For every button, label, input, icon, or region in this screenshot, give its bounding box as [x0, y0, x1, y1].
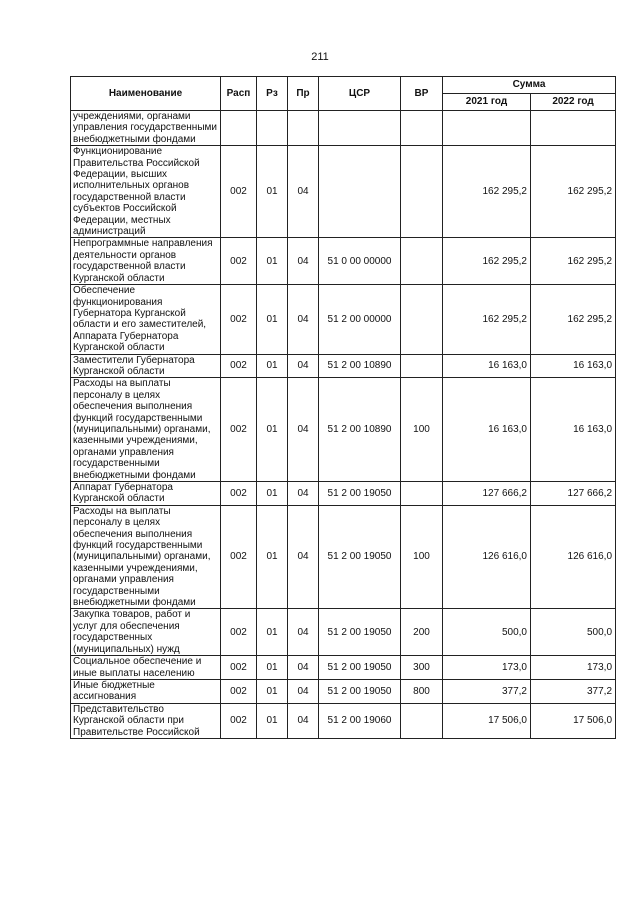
cell-pr: 04 — [288, 378, 319, 482]
cell-csr: 51 2 00 19050 — [319, 679, 401, 703]
cell-csr: 51 2 00 19050 — [319, 656, 401, 680]
cell-s2022: 162 295,2 — [531, 146, 616, 238]
header-vr: ВР — [401, 77, 443, 111]
cell-csr: 51 2 00 19050 — [319, 609, 401, 656]
cell-pr: 04 — [288, 505, 319, 609]
budget-table — [70, 76, 616, 739]
table-row — [71, 703, 616, 738]
cell-rz: 01 — [257, 656, 288, 680]
header-name: Наименование — [71, 77, 221, 111]
cell-vr: 200 — [401, 609, 443, 656]
cell-rasp: 002 — [221, 238, 257, 285]
cell-s2022: 162 295,2 — [531, 238, 616, 285]
cell-name: Функционирование Правительства Российской Федерации, высших исполнительных органов государственной власти субъектов Российской Федерации, местных администраций — [71, 146, 221, 238]
table-row — [71, 505, 616, 609]
cell-rz: 01 — [257, 609, 288, 656]
cell-rasp: 002 — [221, 378, 257, 482]
cell-pr: 04 — [288, 238, 319, 285]
cell-rasp: 002 — [221, 505, 257, 609]
cell-rz: 01 — [257, 679, 288, 703]
cell-csr: 51 0 00 00000 — [319, 238, 401, 285]
cell-name: Социальное обеспечение и иные выплаты населению — [71, 656, 221, 680]
cell-name: Непрограммные направления деятельности органов государственной власти Курганской области — [71, 238, 221, 285]
cell-rz: 01 — [257, 354, 288, 378]
cell-rasp: 002 — [221, 609, 257, 656]
cell-s2021: 500,0 — [443, 609, 531, 656]
cell-name: учреждениями, органами управления государственными внебюджетными фондами — [71, 111, 221, 146]
table-row — [71, 111, 616, 146]
page-number: 211 — [311, 51, 329, 63]
cell-s2022 — [531, 111, 616, 146]
cell-csr: 51 2 00 10890 — [319, 354, 401, 378]
cell-s2021: 377,2 — [443, 679, 531, 703]
cell-rz: 01 — [257, 378, 288, 482]
cell-pr — [288, 111, 319, 146]
cell-rasp: 002 — [221, 656, 257, 680]
table-row — [71, 378, 616, 482]
cell-rasp: 002 — [221, 285, 257, 354]
cell-s2021: 162 295,2 — [443, 238, 531, 285]
header-csr: ЦСР — [319, 77, 401, 111]
cell-rasp: 002 — [221, 146, 257, 238]
header-rz: Рз — [257, 77, 288, 111]
cell-vr — [401, 703, 443, 738]
cell-s2021 — [443, 111, 531, 146]
table-row — [71, 482, 616, 506]
cell-vr — [401, 146, 443, 238]
cell-rasp: 002 — [221, 679, 257, 703]
table-row — [71, 656, 616, 680]
cell-rz: 01 — [257, 238, 288, 285]
table-row — [71, 354, 616, 378]
cell-vr: 100 — [401, 378, 443, 482]
cell-vr — [401, 111, 443, 146]
cell-vr — [401, 238, 443, 285]
cell-s2021: 162 295,2 — [443, 146, 531, 238]
cell-s2022: 126 616,0 — [531, 505, 616, 609]
cell-s2022: 162 295,2 — [531, 285, 616, 354]
cell-name: Представительство Курганской области при Правительстве Российской — [71, 703, 221, 738]
cell-csr: 51 2 00 10890 — [319, 378, 401, 482]
cell-pr: 04 — [288, 354, 319, 378]
cell-s2022: 16 163,0 — [531, 354, 616, 378]
cell-name: Расходы на выплаты персоналу в целях обеспечения выполнения функций государственными (муниципальными) органами, казенными учреждениями, органами управления государственными внебюджетными фондами — [71, 505, 221, 609]
cell-s2022: 17 506,0 — [531, 703, 616, 738]
cell-rasp — [221, 111, 257, 146]
cell-s2021: 16 163,0 — [443, 354, 531, 378]
cell-pr: 04 — [288, 703, 319, 738]
cell-rz: 01 — [257, 482, 288, 506]
table-row — [71, 679, 616, 703]
cell-s2022: 16 163,0 — [531, 378, 616, 482]
cell-rz: 01 — [257, 703, 288, 738]
cell-rasp: 002 — [221, 354, 257, 378]
cell-pr: 04 — [288, 609, 319, 656]
table-body — [71, 111, 616, 739]
cell-pr: 04 — [288, 285, 319, 354]
cell-rasp: 002 — [221, 482, 257, 506]
cell-name: Иные бюджетные ассигнования — [71, 679, 221, 703]
cell-pr: 04 — [288, 656, 319, 680]
cell-s2021: 162 295,2 — [443, 285, 531, 354]
table-row — [71, 238, 616, 285]
cell-csr: 51 2 00 19060 — [319, 703, 401, 738]
cell-vr: 800 — [401, 679, 443, 703]
cell-rasp: 002 — [221, 703, 257, 738]
cell-vr: 300 — [401, 656, 443, 680]
cell-rz: 01 — [257, 146, 288, 238]
cell-rz: 01 — [257, 285, 288, 354]
cell-rz — [257, 111, 288, 146]
header-rasp: Расп — [221, 77, 257, 111]
header-2022: 2022 год — [531, 94, 616, 111]
cell-csr: 51 2 00 19050 — [319, 505, 401, 609]
cell-name: Расходы на выплаты персоналу в целях обеспечения выполнения функций государственными (муниципальными) органами, казенными учреждениями, органами управления государственными внебюджетными фондами — [71, 378, 221, 482]
table-header — [71, 77, 616, 111]
cell-s2021: 127 666,2 — [443, 482, 531, 506]
cell-pr: 04 — [288, 482, 319, 506]
cell-name: Обеспечение функционирования Губернатора Курганской области и его заместителей, Аппарата Губернатора Курганской области — [71, 285, 221, 354]
cell-pr: 04 — [288, 679, 319, 703]
cell-pr: 04 — [288, 146, 319, 238]
table-row — [71, 285, 616, 354]
header-sum: Сумма — [443, 77, 616, 94]
table-row — [71, 146, 616, 238]
cell-s2021: 17 506,0 — [443, 703, 531, 738]
cell-s2021: 173,0 — [443, 656, 531, 680]
cell-name: Закупка товаров, работ и услуг для обеспечения государственных (муниципальных) нужд — [71, 609, 221, 656]
cell-name: Аппарат Губернатора Курганской области — [71, 482, 221, 506]
cell-vr: 100 — [401, 505, 443, 609]
cell-vr — [401, 285, 443, 354]
table-row — [71, 609, 616, 656]
cell-s2022: 500,0 — [531, 609, 616, 656]
cell-s2021: 126 616,0 — [443, 505, 531, 609]
header-pr: Пр — [288, 77, 319, 111]
cell-vr — [401, 482, 443, 506]
cell-s2021: 16 163,0 — [443, 378, 531, 482]
cell-csr — [319, 111, 401, 146]
cell-s2022: 377,2 — [531, 679, 616, 703]
cell-csr — [319, 146, 401, 238]
cell-s2022: 173,0 — [531, 656, 616, 680]
cell-csr: 51 2 00 19050 — [319, 482, 401, 506]
header-2021: 2021 год — [443, 94, 531, 111]
cell-name: Заместители Губернатора Курганской области — [71, 354, 221, 378]
cell-s2022: 127 666,2 — [531, 482, 616, 506]
cell-vr — [401, 354, 443, 378]
cell-rz: 01 — [257, 505, 288, 609]
cell-csr: 51 2 00 00000 — [319, 285, 401, 354]
